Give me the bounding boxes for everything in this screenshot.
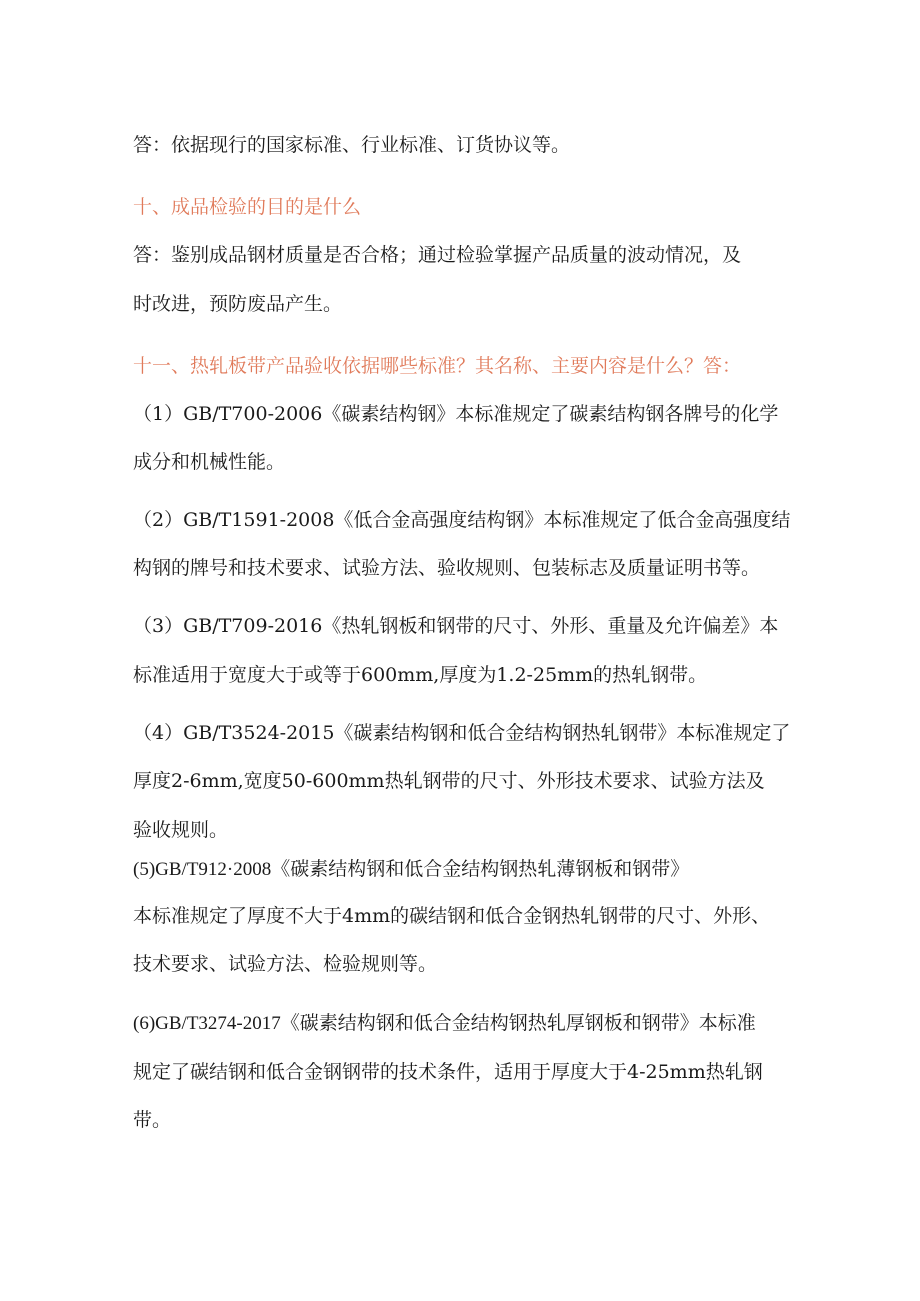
standard-item-line: 标准适用于宽度大于或等于600mm,厚度为1.2-25mm的热轧钢带。 bbox=[133, 664, 708, 686]
standard-item-line: 构钢的牌号和技术要求、试验方法、验收规则、包装标志及质量证明书等。 bbox=[133, 557, 761, 579]
standard-item-line: 成分和机械性能。 bbox=[133, 451, 286, 473]
standard-item-line: 验收规则。 bbox=[133, 819, 229, 841]
answer-line: 答：依据现行的国家标准、行业标准、订货协议等。 bbox=[133, 134, 571, 156]
standard-item-line: （1）GB/T700-2006《碳素结构钢》本标准规定了碳素结构钢各牌号的化学 bbox=[133, 403, 779, 425]
standard-item-line: 规定了碳结钢和低合金钢钢带的技术条件，适用于厚度大于4-25mm热轧钢 bbox=[133, 1061, 763, 1083]
answer-line: 答：鉴别成品钢材质量是否合格；通过检验掌握产品质量的波动情况，及 bbox=[133, 244, 742, 266]
standard-item-line: （3）GB/T709-2016《热轧钢板和钢带的尺寸、外形、重量及允许偏差》本 bbox=[133, 615, 779, 637]
standard-item-line: 本标准规定了厚度不大于4mm的碳结钢和低合金钢热轧钢带的尺寸、外形、 bbox=[133, 905, 771, 927]
standard-item-line: (6)GB/T3274-2017《碳素结构钢和低合金结构钢热轧厚钢板和钢带》本标准 bbox=[133, 1013, 756, 1034]
answer-line: 时改进，预防废品产生。 bbox=[133, 293, 343, 315]
question-heading: 十、成品检验的目的是什么 bbox=[133, 196, 362, 218]
question-heading: 十一、热轧板带产品验收依据哪些标准？其名称、主要内容是什么？答： bbox=[133, 355, 742, 377]
standard-item-line: 带。 bbox=[133, 1109, 172, 1131]
standard-item-line: （4）GB/T3524-2015《碳素结构钢和低合金结构钢热轧钢带》本标准规定了 bbox=[133, 722, 791, 744]
standard-item-line: （2）GB/T1591-2008《低合金高强度结构钢》本标准规定了低合金高强度结 bbox=[133, 509, 791, 531]
standard-item-line: 厚度2-6mm,宽度50-600mm热轧钢带的尺寸、外形技术要求、试验方法及 bbox=[133, 770, 765, 792]
standard-item-line: 技术要求、试验方法、检验规则等。 bbox=[133, 953, 438, 975]
standard-item-line: (5)GB/T912·2008《碳素结构钢和低合金结构钢热轧薄钢板和钢带》 bbox=[133, 859, 690, 880]
